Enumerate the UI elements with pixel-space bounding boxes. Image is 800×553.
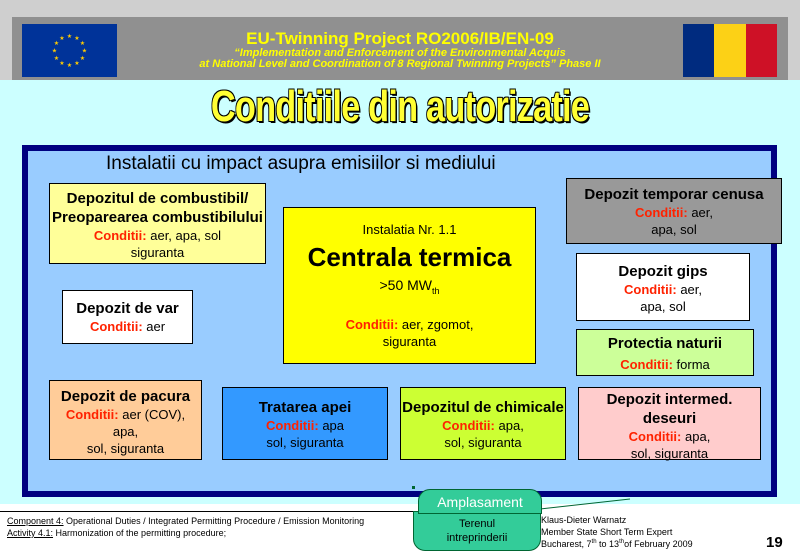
project-subtitle-line1: “Implementation and Enforcement of the Environmental Acquis — [234, 47, 566, 59]
box-depozit-deseuri — [578, 387, 761, 460]
box-title-line2: Preoparearea combustibilului — [52, 209, 263, 226]
svg-text:★: ★ — [66, 62, 73, 69]
box-tratarea-apei — [222, 387, 388, 460]
box-depozit-pacura — [49, 380, 202, 460]
date-part: of February 2009 — [624, 539, 693, 549]
page-number: 19 — [766, 534, 783, 551]
component-label: Component 4: — [7, 516, 64, 526]
callout-tab: Amplasament — [418, 489, 542, 514]
box-title: Depozit de pacura — [60, 388, 191, 405]
activity-label: Activity 4.1: — [7, 528, 54, 538]
svg-text:★: ★ — [74, 35, 80, 42]
footer-component — [7, 516, 364, 526]
svg-text:★: ★ — [81, 47, 88, 55]
expert-role: Member State Short Term Expert — [541, 527, 673, 537]
project-title: EU-Twinning Project RO2006/IB/EN-09 — [246, 29, 554, 48]
conditions-text: aer, — [676, 282, 702, 297]
conditions-label: Conditii: — [345, 316, 399, 332]
box-title: Tratarea apei — [258, 399, 352, 416]
conditions-label: Conditii: — [93, 228, 147, 243]
footer-date — [541, 539, 693, 549]
conditions-label: Conditii: — [65, 407, 119, 422]
conditions-text: sol, siguranta — [444, 435, 522, 450]
conditions-label: Conditii: — [265, 418, 319, 433]
conditions-text: apa, — [494, 418, 524, 433]
footer-activity — [7, 528, 226, 538]
activity-text: Harmonization of the permitting procedure; — [53, 528, 227, 538]
power-rating: >50 MW — [379, 277, 432, 293]
conditions-label: Conditii: — [620, 357, 673, 372]
callout-pointer — [540, 497, 640, 517]
component-text: Operational Duties / Integrated Permitting Procedure / Emission Monitoring — [63, 516, 365, 526]
svg-text:★: ★ — [53, 55, 60, 62]
box-depozit-chimicale — [400, 387, 566, 460]
callout-anchor-dot — [412, 486, 415, 489]
conditions-text: aer — [142, 319, 166, 334]
svg-text:★: ★ — [59, 60, 65, 67]
installation-number: Instalatia Nr. 1.1 — [362, 222, 457, 237]
slide-title: Conditiile din autorizatie — [210, 82, 590, 131]
conditions-text: apa, — [681, 429, 711, 444]
box-protectia-naturii — [576, 329, 754, 376]
svg-text:★: ★ — [51, 47, 58, 55]
box-title-line2: deseuri — [642, 410, 697, 427]
svg-text:★: ★ — [79, 40, 86, 47]
box-depozit-gips — [576, 253, 750, 321]
box-title: Depozit de var — [76, 300, 179, 317]
eu-flag-icon — [22, 24, 117, 77]
box-depozit-cenusa — [566, 178, 782, 244]
conditions-text: aer, apa, sol — [146, 228, 222, 243]
conditions-text: sol, siguranta — [266, 435, 344, 450]
conditions-text: apa, sol — [640, 299, 686, 314]
svg-text:★: ★ — [74, 60, 80, 67]
conditions-text: apa — [318, 418, 345, 433]
conditions-label: Conditii: — [623, 282, 677, 297]
conditions-text: forma — [672, 357, 710, 372]
conditions-text: sol, siguranta — [630, 446, 709, 461]
power-subscript: th — [432, 285, 440, 296]
conditions-text: aer, — [687, 205, 713, 220]
conditions-label: Conditii: — [628, 429, 682, 444]
svg-text:★: ★ — [59, 35, 65, 42]
box-title: Depozitul de chimicale — [402, 399, 564, 416]
conditions-label: Conditii: — [442, 418, 495, 433]
svg-text:★: ★ — [53, 40, 60, 47]
box-title: Protectia naturii — [607, 335, 723, 352]
conditions-text: apa, sol — [651, 222, 697, 237]
box-title-line1: Depozit intermed. — [606, 391, 733, 408]
expert-name: Klaus-Dieter Warnatz — [541, 515, 627, 525]
box-title: Depozit temporar cenusa — [584, 186, 764, 203]
project-subtitle-line2: at National Level and Coordination of 8 Regional Twinning Projects” Phase II — [199, 58, 601, 70]
conditions-text: apa, — [112, 424, 139, 439]
date-part: to 13 — [596, 539, 620, 549]
box-centrala-termica — [283, 207, 536, 364]
callout-line2: intreprinderii — [446, 532, 508, 544]
callout-line1: Terenul — [458, 518, 496, 530]
svg-text:★: ★ — [79, 55, 86, 62]
conditions-text: siguranta — [382, 333, 437, 349]
box-title: Depozit gips — [618, 263, 708, 280]
callout-body — [413, 511, 541, 551]
date-part: Bucharest, 7 — [541, 539, 592, 549]
svg-text:★: ★ — [66, 33, 73, 40]
conditions-label: Conditii: — [89, 319, 143, 334]
date-sup: th — [619, 539, 625, 545]
date-sup: th — [591, 539, 597, 545]
conditions-text: aer, zgomot, — [398, 316, 474, 332]
installation-name: Centrala termica — [307, 242, 512, 272]
conditions-label: Conditii: — [634, 205, 688, 220]
box-title-line1: Depozitul de combustibil/ — [66, 190, 249, 207]
panel-title: Instalatii cu impact asupra emisiilor si mediului — [106, 153, 496, 174]
box-depozit-var — [62, 290, 193, 344]
conditions-text: siguranta — [130, 245, 185, 260]
romania-flag-icon — [683, 24, 777, 77]
box-depozit-combustibil — [49, 183, 266, 264]
conditions-text: aer (COV), — [118, 407, 186, 422]
conditions-text: sol, siguranta — [86, 441, 165, 456]
